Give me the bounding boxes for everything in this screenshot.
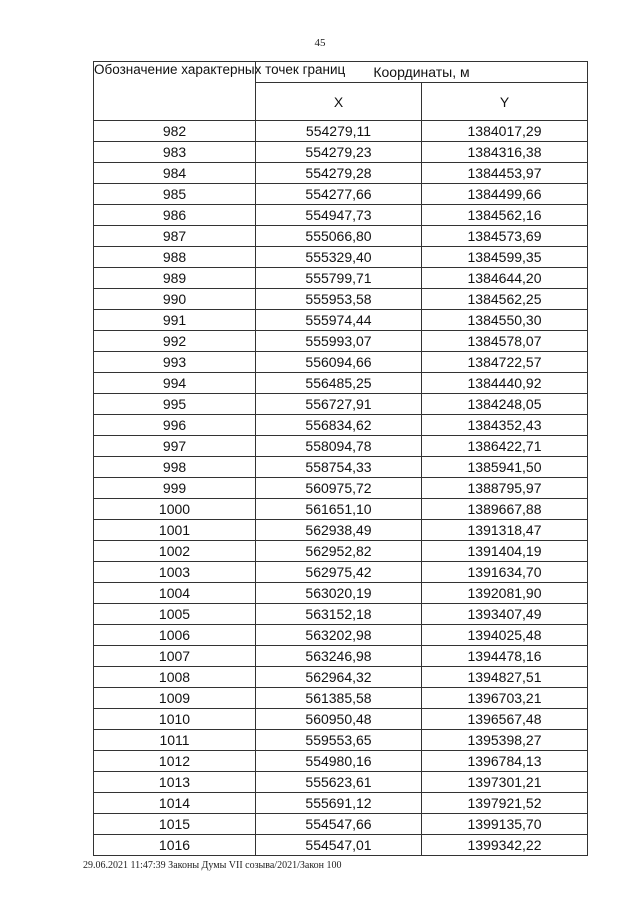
cell-x: 560950,48: [256, 709, 422, 730]
cell-point: 983: [94, 142, 256, 163]
cell-point: 995: [94, 394, 256, 415]
table-row: [94, 604, 588, 625]
cell-point: 1001: [94, 520, 256, 541]
cell-point: 992: [94, 331, 256, 352]
cell-x: 562964,32: [256, 667, 422, 688]
cell-point: 988: [94, 247, 256, 268]
cell-y: 1384562,25: [422, 289, 588, 310]
cell-y: 1397301,21: [422, 772, 588, 793]
coordinates-table: [93, 61, 588, 856]
cell-y: 1384440,92: [422, 373, 588, 394]
cell-point: 1008: [94, 667, 256, 688]
cell-point: 994: [94, 373, 256, 394]
cell-x: 555799,71: [256, 268, 422, 289]
cell-point: 1005: [94, 604, 256, 625]
cell-point: 1002: [94, 541, 256, 562]
header-coords-label: Координаты, м: [256, 62, 588, 83]
cell-point: 1016: [94, 835, 256, 856]
table-row: [94, 163, 588, 184]
table-row: [94, 793, 588, 814]
table-row: [94, 520, 588, 541]
table-row: [94, 226, 588, 247]
cell-y: 1384562,16: [422, 205, 588, 226]
cell-x: 554279,11: [256, 121, 422, 142]
cell-x: 554279,28: [256, 163, 422, 184]
cell-x: 560975,72: [256, 478, 422, 499]
table-row: [94, 646, 588, 667]
cell-x: 554980,16: [256, 751, 422, 772]
table-row: [94, 583, 588, 604]
table-row: [94, 835, 588, 856]
table-row: [94, 394, 588, 415]
table-row: [94, 352, 588, 373]
cell-y: 1394827,51: [422, 667, 588, 688]
cell-y: 1399135,70: [422, 814, 588, 835]
cell-x: 563246,98: [256, 646, 422, 667]
cell-y: 1391318,47: [422, 520, 588, 541]
cell-point: 1003: [94, 562, 256, 583]
cell-point: 986: [94, 205, 256, 226]
cell-point: 1010: [94, 709, 256, 730]
cell-y: 1399342,22: [422, 835, 588, 856]
cell-point: 987: [94, 226, 256, 247]
cell-x: 559553,65: [256, 730, 422, 751]
table-row: [94, 121, 588, 142]
cell-x: 554547,66: [256, 814, 422, 835]
table-row: [94, 310, 588, 331]
table-row: [94, 142, 588, 163]
cell-y: 1384644,20: [422, 268, 588, 289]
cell-y: 1386422,71: [422, 436, 588, 457]
cell-y: 1395398,27: [422, 730, 588, 751]
cell-x: 562975,42: [256, 562, 422, 583]
table-row: [94, 373, 588, 394]
table-header: [94, 62, 588, 121]
cell-x: 563202,98: [256, 625, 422, 646]
table-row: [94, 772, 588, 793]
cell-x: 558094,78: [256, 436, 422, 457]
cell-x: 555974,44: [256, 310, 422, 331]
cell-x: 561385,58: [256, 688, 422, 709]
cell-y: 1384599,35: [422, 247, 588, 268]
cell-point: 1000: [94, 499, 256, 520]
cell-y: 1391634,70: [422, 562, 588, 583]
footer-stamp: 29.06.2021 11:47:39 Законы Думы VII созыва/2021/Закон 100: [83, 860, 342, 871]
cell-point: 990: [94, 289, 256, 310]
cell-y: 1384316,38: [422, 142, 588, 163]
cell-y: 1384550,30: [422, 310, 588, 331]
table-row: [94, 184, 588, 205]
cell-x: 555691,12: [256, 793, 422, 814]
cell-x: 561651,10: [256, 499, 422, 520]
cell-y: 1394025,48: [422, 625, 588, 646]
cell-point: 993: [94, 352, 256, 373]
cell-x: 556727,91: [256, 394, 422, 415]
table-row: [94, 331, 588, 352]
cell-x: 558754,33: [256, 457, 422, 478]
cell-x: 555066,80: [256, 226, 422, 247]
cell-y: 1392081,90: [422, 583, 588, 604]
cell-y: 1393407,49: [422, 604, 588, 625]
cell-point: 1006: [94, 625, 256, 646]
cell-x: 563152,18: [256, 604, 422, 625]
cell-y: 1384573,69: [422, 226, 588, 247]
cell-point: 989: [94, 268, 256, 289]
header-point-label: Обозначение характерных точек границ: [94, 62, 256, 121]
cell-x: 556485,25: [256, 373, 422, 394]
table-row: [94, 499, 588, 520]
table-row: [94, 709, 588, 730]
cell-y: 1397921,52: [422, 793, 588, 814]
cell-y: 1384453,97: [422, 163, 588, 184]
cell-x: 554279,23: [256, 142, 422, 163]
cell-point: 982: [94, 121, 256, 142]
cell-point: 997: [94, 436, 256, 457]
cell-point: 1015: [94, 814, 256, 835]
cell-x: 555993,07: [256, 331, 422, 352]
cell-point: 1012: [94, 751, 256, 772]
table-row: [94, 268, 588, 289]
cell-y: 1384017,29: [422, 121, 588, 142]
cell-x: 554547,01: [256, 835, 422, 856]
table-body: [94, 121, 588, 856]
table-row: [94, 667, 588, 688]
cell-point: 1009: [94, 688, 256, 709]
cell-y: 1394478,16: [422, 646, 588, 667]
page-number: 45: [314, 37, 326, 49]
table-row: [94, 562, 588, 583]
cell-x: 555329,40: [256, 247, 422, 268]
header-x-label: X: [256, 83, 422, 121]
cell-y: 1385941,50: [422, 457, 588, 478]
cell-point: 1007: [94, 646, 256, 667]
cell-x: 556834,62: [256, 415, 422, 436]
cell-point: 1014: [94, 793, 256, 814]
cell-x: 555953,58: [256, 289, 422, 310]
cell-y: 1389667,88: [422, 499, 588, 520]
cell-y: 1384248,05: [422, 394, 588, 415]
cell-x: 555623,61: [256, 772, 422, 793]
cell-point: 991: [94, 310, 256, 331]
table-row: [94, 478, 588, 499]
cell-point: 985: [94, 184, 256, 205]
cell-point: 1011: [94, 730, 256, 751]
table-row: [94, 205, 588, 226]
cell-y: 1396567,48: [422, 709, 588, 730]
cell-x: 562952,82: [256, 541, 422, 562]
cell-point: 998: [94, 457, 256, 478]
cell-y: 1391404,19: [422, 541, 588, 562]
table-row: [94, 814, 588, 835]
table-row: [94, 751, 588, 772]
cell-x: 562938,49: [256, 520, 422, 541]
table-row: [94, 625, 588, 646]
cell-point: 1013: [94, 772, 256, 793]
cell-y: 1384722,57: [422, 352, 588, 373]
cell-x: 554277,66: [256, 184, 422, 205]
cell-y: 1384499,66: [422, 184, 588, 205]
cell-x: 556094,66: [256, 352, 422, 373]
cell-point: 996: [94, 415, 256, 436]
cell-x: 563020,19: [256, 583, 422, 604]
header-y-label: Y: [422, 83, 588, 121]
cell-x: 554947,73: [256, 205, 422, 226]
table-row: [94, 289, 588, 310]
cell-y: 1388795,97: [422, 478, 588, 499]
cell-point: 999: [94, 478, 256, 499]
table-row: [94, 415, 588, 436]
table-row: [94, 436, 588, 457]
cell-y: 1396784,13: [422, 751, 588, 772]
table-row: [94, 730, 588, 751]
cell-y: 1384352,43: [422, 415, 588, 436]
cell-point: 984: [94, 163, 256, 184]
table-row: [94, 541, 588, 562]
cell-y: 1384578,07: [422, 331, 588, 352]
table-row: [94, 247, 588, 268]
cell-y: 1396703,21: [422, 688, 588, 709]
table-row: [94, 457, 588, 478]
table-row: [94, 688, 588, 709]
cell-point: 1004: [94, 583, 256, 604]
